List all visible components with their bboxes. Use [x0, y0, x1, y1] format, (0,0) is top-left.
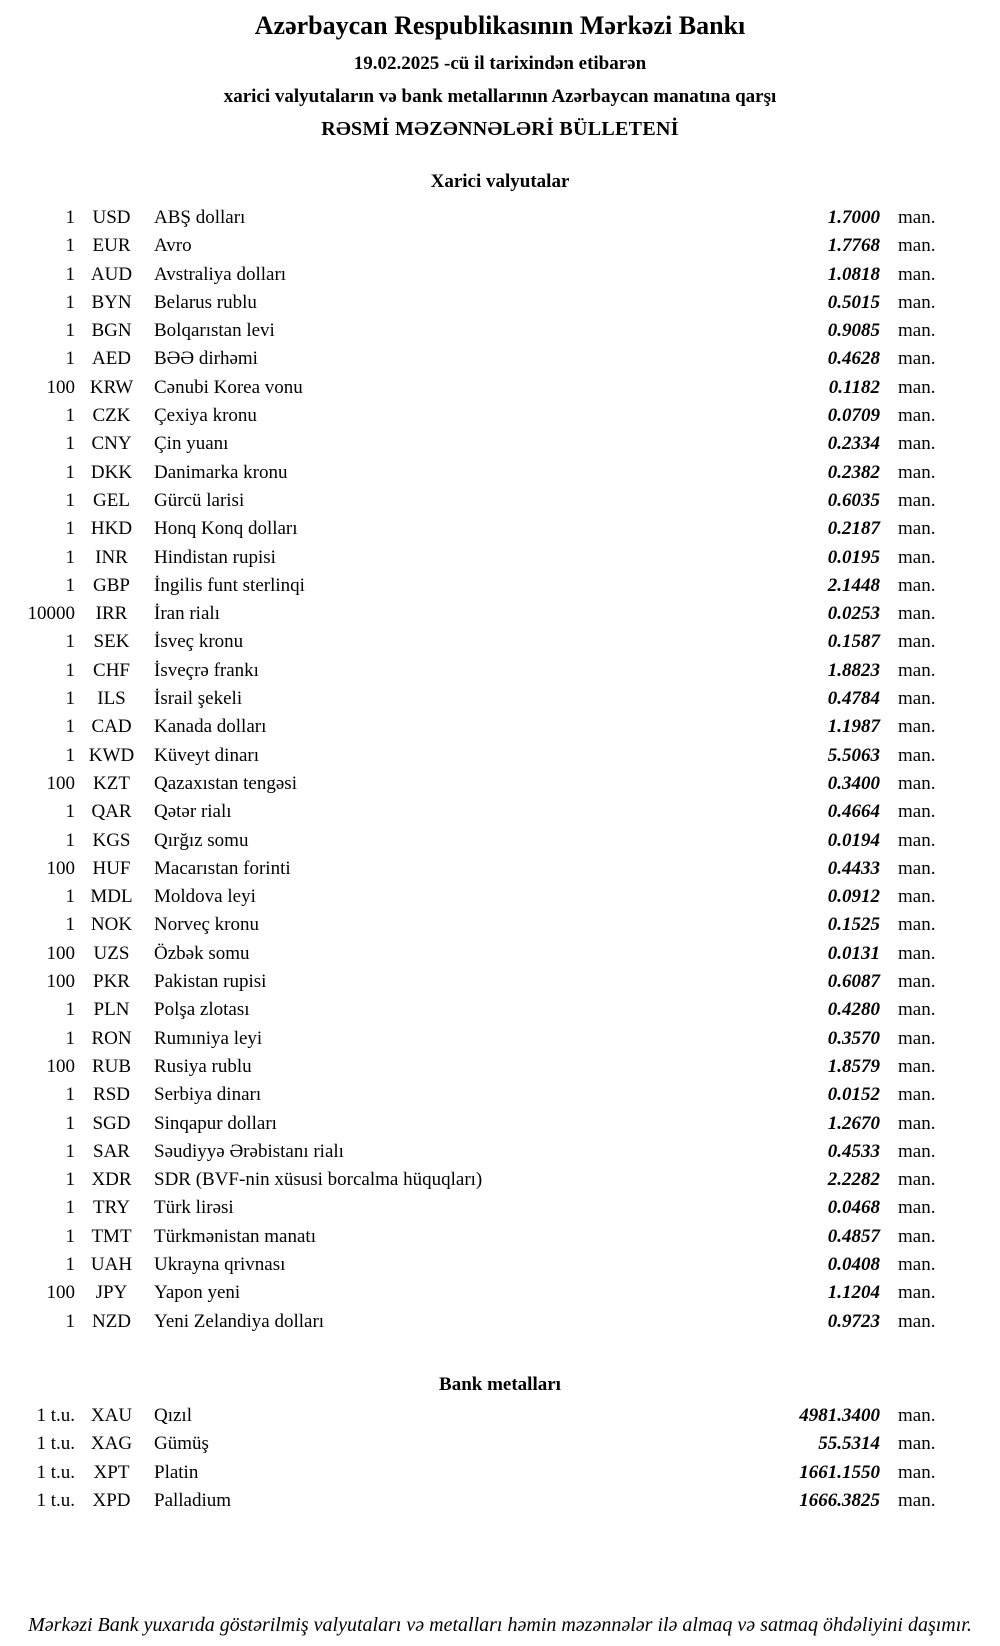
currency-row	[0, 1166, 1000, 1194]
currency-name-cell: Qətər rialı	[154, 801, 232, 823]
quantity-cell: 1	[65, 1197, 75, 1219]
currency-row	[0, 204, 1000, 232]
currency-row	[0, 1279, 1000, 1307]
unit-label-cell: man.	[898, 1282, 936, 1304]
unit-label-cell: man.	[898, 1461, 936, 1483]
unit-label-cell: man.	[898, 603, 936, 625]
metal-rates-table	[0, 1402, 1000, 1516]
quantity-cell: 1	[65, 801, 75, 823]
currency-code-cell: INR	[95, 546, 128, 568]
rate-value-cell: 1666.3825	[799, 1490, 880, 1512]
currency-name-cell: Macarıstan forinti	[154, 857, 291, 879]
rate-value-cell: 0.2187	[827, 518, 880, 540]
currency-name-cell: Səudiyyə Ərəbistanı rialı	[154, 1140, 344, 1162]
currency-name-cell: İsveçrə frankı	[154, 659, 259, 681]
quantity-cell: 100	[46, 857, 75, 879]
rate-value-cell: 0.6035	[827, 489, 880, 511]
rate-value-cell: 1.8823	[827, 659, 880, 681]
quantity-cell: 1	[65, 1310, 75, 1332]
currency-code-cell: HKD	[90, 518, 133, 540]
rate-value-cell: 2.2282	[827, 1169, 880, 1191]
unit-label-cell: man.	[898, 631, 936, 653]
quantity-cell: 1	[65, 546, 75, 568]
quantity-cell: 1	[65, 914, 75, 936]
rate-value-cell: 1.0818	[827, 263, 880, 285]
unit-label-cell: man.	[898, 1084, 936, 1106]
currency-row	[0, 996, 1000, 1024]
currency-row	[0, 430, 1000, 458]
currency-code-cell: USD	[92, 207, 131, 228]
unit-label-cell: man.	[898, 1169, 936, 1191]
currency-row	[0, 742, 1000, 770]
metal-name-cell: Gümüş	[154, 1433, 209, 1455]
metal-code-cell: XPD	[92, 1490, 131, 1512]
currency-code-cell: BYN	[91, 291, 132, 313]
quantity-cell: 100	[46, 942, 75, 964]
quantity-cell: 1	[65, 433, 75, 455]
currency-name-cell: Avstraliya dolları	[154, 263, 287, 285]
currency-row	[0, 317, 1000, 345]
rate-value-cell: 0.0152	[827, 1084, 880, 1106]
currency-code-cell: KGS	[92, 829, 131, 851]
currency-row	[0, 572, 1000, 600]
unit-label-cell: man.	[898, 1197, 936, 1219]
currency-name-cell: Ukrayna qrivnası	[154, 1253, 286, 1275]
currency-name-cell: Danimarka kronu	[154, 461, 288, 483]
currency-code-cell: SGD	[92, 1112, 131, 1134]
currency-code-cell: TRY	[93, 1197, 130, 1219]
currency-name-cell: Cənubi Korea vonu	[154, 376, 303, 398]
unit-label-cell: man.	[898, 1027, 936, 1049]
quantity-cell: 1	[65, 829, 75, 851]
currency-name-cell: Türk lirəsi	[154, 1197, 234, 1219]
currency-code-cell: SAR	[93, 1140, 130, 1162]
currency-code-cell: NZD	[91, 1310, 132, 1332]
quantity-cell: 1	[65, 207, 75, 228]
metal-row	[0, 1487, 1000, 1516]
currency-name-cell: Yeni Zelandiya dolları	[154, 1310, 325, 1332]
currency-name-cell: Honq Konq dolları	[154, 518, 298, 540]
rate-value-cell: 0.5015	[827, 291, 880, 313]
quantity-cell: 1 t.u.	[36, 1461, 75, 1483]
quantity-cell: 1	[65, 716, 75, 738]
rate-value-cell: 0.3570	[827, 1027, 880, 1049]
currency-name-cell: Türkmənistan manatı	[154, 1225, 316, 1247]
rate-value-cell: 0.4664	[827, 801, 880, 823]
quantity-cell: 1	[65, 1084, 75, 1106]
unit-label-cell: man.	[898, 772, 936, 794]
unit-label-cell: man.	[898, 489, 936, 511]
rate-value-cell: 5.5063	[827, 744, 880, 766]
rate-value-cell: 1.2670	[827, 1112, 880, 1134]
rate-value-cell: 2.1448	[827, 574, 880, 596]
quantity-cell: 1	[65, 1253, 75, 1275]
unit-label-cell: man.	[898, 716, 936, 738]
currency-name-cell: Avro	[154, 235, 192, 257]
quantity-cell: 100	[46, 971, 75, 993]
bulletin-title: RƏSMİ MƏZƏNNƏLƏRİ BÜLLETENİ	[321, 118, 679, 140]
currency-code-cell: BGN	[91, 320, 132, 342]
currency-row	[0, 600, 1000, 628]
metal-row	[0, 1459, 1000, 1488]
currency-code-cell: UZS	[93, 942, 130, 964]
unit-label-cell: man.	[898, 546, 936, 568]
currency-row	[0, 1194, 1000, 1222]
unit-label-cell: man.	[898, 461, 936, 483]
quantity-cell: 100	[46, 1055, 75, 1077]
currency-row	[0, 345, 1000, 373]
currency-name-cell: Çexiya kronu	[154, 405, 257, 427]
currency-row	[0, 685, 1000, 713]
quantity-cell: 1	[65, 348, 75, 370]
metal-code-cell: XPT	[93, 1461, 130, 1483]
quantity-cell: 1	[65, 1027, 75, 1049]
rate-value-cell: 0.6087	[827, 971, 880, 993]
currency-row	[0, 855, 1000, 883]
currency-row	[0, 1308, 1000, 1336]
rate-value-cell: 0.4857	[827, 1225, 880, 1247]
section-title-bank-metals: Bank metalları	[439, 1373, 561, 1395]
quantity-cell: 1	[65, 1112, 75, 1134]
currency-code-cell: GEL	[93, 489, 130, 511]
currency-code-cell: UAH	[90, 1253, 133, 1275]
unit-label-cell: man.	[898, 971, 936, 993]
currency-row	[0, 713, 1000, 741]
rate-value-cell: 0.2382	[827, 461, 880, 483]
rate-value-cell: 1.1987	[827, 716, 880, 738]
currency-name-cell: Özbək somu	[154, 942, 250, 964]
currency-code-cell: CNY	[91, 433, 132, 455]
unit-label-cell: man.	[898, 1055, 936, 1077]
unit-label-cell: man.	[898, 857, 936, 879]
rate-value-cell: 0.0709	[827, 405, 880, 427]
unit-label-cell: man.	[898, 688, 936, 710]
subject-line: xarici valyutaların və bank metallarının Azərbaycan manatına qarşı	[223, 86, 777, 107]
unit-label-cell: man.	[898, 376, 936, 398]
quantity-cell: 100	[46, 376, 75, 398]
metal-name-cell: Palladium	[154, 1490, 232, 1512]
currency-code-cell: AED	[91, 348, 132, 370]
currency-code-cell: RUB	[91, 1055, 132, 1077]
rate-value-cell: 0.0468	[827, 1197, 880, 1219]
rate-value-cell: 1.7000	[827, 207, 880, 228]
rate-value-cell: 1661.1550	[799, 1461, 880, 1483]
currency-code-cell: CAD	[91, 716, 132, 738]
rate-value-cell: 1.1204	[827, 1282, 880, 1304]
currency-code-cell: KRW	[89, 376, 134, 398]
currency-row	[0, 1053, 1000, 1081]
unit-label-cell: man.	[898, 886, 936, 908]
currency-name-cell: Moldova leyi	[154, 886, 256, 908]
currency-row	[0, 487, 1000, 515]
currency-code-cell: EUR	[92, 235, 131, 257]
unit-label-cell: man.	[898, 744, 936, 766]
currency-code-cell: GBP	[93, 574, 130, 596]
unit-label-cell: man.	[898, 1140, 936, 1162]
currency-name-cell: Belarus rublu	[154, 291, 257, 313]
rate-value-cell: 0.4533	[827, 1140, 880, 1162]
rate-value-cell: 0.1525	[827, 914, 880, 936]
rate-value-cell: 0.0912	[827, 886, 880, 908]
quantity-cell: 1	[65, 631, 75, 653]
unit-label-cell: man.	[898, 433, 936, 455]
currency-row	[0, 1081, 1000, 1109]
currency-name-cell: Yapon yeni	[154, 1282, 241, 1304]
currency-name-cell: İsveç kronu	[154, 631, 244, 653]
currency-row	[0, 374, 1000, 402]
unit-label-cell: man.	[898, 1225, 936, 1247]
currency-row	[0, 968, 1000, 996]
currency-code-cell: ILS	[97, 688, 126, 710]
currency-code-cell: KZT	[93, 772, 130, 794]
quantity-cell: 1	[65, 1140, 75, 1162]
currency-row	[0, 459, 1000, 487]
currency-name-cell: Çin yuanı	[154, 433, 229, 455]
quantity-cell: 1 t.u.	[36, 1404, 75, 1426]
currency-code-cell: RON	[91, 1027, 132, 1049]
currency-code-cell: AUD	[90, 263, 133, 285]
currency-code-cell: PKR	[93, 971, 130, 993]
unit-label-cell: man.	[898, 574, 936, 596]
currency-code-cell: QAR	[91, 801, 132, 823]
rate-value-cell: 0.0131	[827, 942, 880, 964]
quantity-cell: 1	[65, 461, 75, 483]
currency-code-cell: SEK	[93, 631, 130, 653]
rate-value-cell: 1.7768	[827, 235, 880, 257]
metal-code-cell: XAG	[90, 1433, 133, 1455]
unit-label-cell: man.	[898, 235, 936, 257]
currency-code-cell: PLN	[93, 999, 130, 1021]
currency-name-cell: Küveyt dinarı	[154, 744, 260, 766]
currency-name-cell: Hindistan rupisi	[154, 546, 276, 568]
unit-label-cell: man.	[898, 942, 936, 964]
quantity-cell: 1	[65, 744, 75, 766]
unit-label-cell: man.	[898, 801, 936, 823]
section-title-foreign-currencies: Xarici valyutalar	[430, 171, 570, 192]
currency-row	[0, 289, 1000, 317]
quantity-cell: 1	[65, 1169, 75, 1191]
currency-name-cell: Qazaxıstan tengəsi	[154, 772, 297, 794]
currency-code-cell: XDR	[91, 1169, 132, 1191]
quantity-cell: 1 t.u.	[36, 1490, 75, 1512]
currency-name-cell: Kanada dolları	[154, 716, 267, 738]
currency-code-cell: KWD	[88, 744, 135, 766]
unit-label-cell: man.	[898, 1112, 936, 1134]
unit-label-cell: man.	[898, 1310, 936, 1332]
currency-name-cell: BƏƏ dirhəmi	[154, 348, 258, 370]
unit-label-cell: man.	[898, 320, 936, 342]
quantity-cell: 1	[65, 999, 75, 1021]
currency-code-cell: CZK	[92, 405, 131, 427]
quantity-cell: 1	[65, 263, 75, 285]
rate-value-cell: 0.0408	[827, 1253, 880, 1275]
rate-value-cell: 0.4784	[827, 688, 880, 710]
quantity-cell: 100	[46, 772, 75, 794]
quantity-cell: 1	[65, 518, 75, 540]
currency-row	[0, 544, 1000, 572]
currency-row	[0, 402, 1000, 430]
rate-value-cell: 0.0253	[827, 603, 880, 625]
rate-value-cell: 0.4628	[827, 348, 880, 370]
quantity-cell: 1	[65, 235, 75, 257]
rate-value-cell: 0.9085	[827, 320, 880, 342]
quantity-cell: 1	[65, 291, 75, 313]
unit-label-cell: man.	[898, 1404, 936, 1426]
currency-row	[0, 827, 1000, 855]
effective-date-line: 19.02.2025 -cü il tarixindən etibarən	[353, 53, 647, 74]
currency-code-cell: RSD	[93, 1084, 130, 1106]
metal-name-cell: Qızıl	[154, 1404, 192, 1426]
currency-name-cell: Pakistan rupisi	[154, 971, 267, 993]
obligation-note: Mərkəzi Bank yuxarıda göstərilmiş valyutaları və metalları həmin məzənnələr ilə almaq və satmaq öhdəliyini daşımır.	[28, 1613, 972, 1636]
currency-name-cell: İngilis funt sterlinqi	[154, 574, 305, 596]
currency-name-cell: Gürcü larisi	[154, 489, 245, 511]
currency-code-cell: CHF	[93, 659, 130, 681]
unit-label-cell: man.	[898, 207, 936, 228]
currency-row	[0, 1138, 1000, 1166]
currency-code-cell: NOK	[90, 914, 133, 936]
currency-row	[0, 657, 1000, 685]
currency-code-cell: IRR	[95, 603, 128, 625]
currency-row	[0, 515, 1000, 543]
unit-label-cell: man.	[898, 1490, 936, 1512]
rate-value-cell: 0.4280	[827, 999, 880, 1021]
currency-name-cell: Rumıniya leyi	[154, 1027, 263, 1049]
quantity-cell: 1	[65, 688, 75, 710]
quantity-cell: 1	[65, 320, 75, 342]
currency-row	[0, 911, 1000, 939]
currency-code-cell: HUF	[92, 857, 131, 879]
currency-name-cell: İsrail şekeli	[154, 688, 243, 710]
currency-code-cell: DKK	[90, 461, 133, 483]
currency-row	[0, 1110, 1000, 1138]
currency-row	[0, 1251, 1000, 1279]
unit-label-cell: man.	[898, 829, 936, 851]
rate-value-cell: 0.1587	[827, 631, 880, 653]
rate-value-cell: 0.0195	[827, 546, 880, 568]
quantity-cell: 1	[65, 405, 75, 427]
rate-value-cell: 0.9723	[827, 1310, 880, 1332]
currency-name-cell: SDR (BVF-nin xüsusi borcalma hüquqları)	[154, 1169, 483, 1191]
quantity-cell: 1	[65, 886, 75, 908]
currency-name-cell: Bolqarıstan levi	[154, 320, 275, 342]
quantity-cell: 1	[65, 489, 75, 511]
currency-rates-table	[0, 204, 1000, 1336]
rate-value-cell: 4981.3400	[799, 1404, 880, 1426]
unit-label-cell: man.	[898, 1433, 936, 1455]
currency-name-cell: Qırğız somu	[154, 829, 249, 851]
rate-value-cell: 0.0194	[827, 829, 880, 851]
rate-value-cell: 0.2334	[827, 433, 880, 455]
currency-row	[0, 770, 1000, 798]
metal-row	[0, 1430, 1000, 1459]
quantity-cell: 1	[65, 1225, 75, 1247]
unit-label-cell: man.	[898, 1253, 936, 1275]
quantity-cell: 1 t.u.	[36, 1433, 75, 1455]
currency-code-cell: MDL	[90, 886, 133, 908]
currency-name-cell: Rusiya rublu	[154, 1055, 252, 1077]
rate-value-cell: 0.4433	[827, 857, 880, 879]
currency-row	[0, 1025, 1000, 1053]
metal-name-cell: Platin	[154, 1461, 199, 1483]
unit-label-cell: man.	[898, 999, 936, 1021]
currency-name-cell: Sinqapur dolları	[154, 1112, 277, 1134]
quantity-cell: 10000	[27, 603, 75, 625]
currency-name-cell: İran rialı	[154, 603, 220, 625]
rate-value-cell: 0.1182	[828, 376, 880, 398]
rate-value-cell: 0.3400	[827, 772, 880, 794]
currency-row	[0, 940, 1000, 968]
unit-label-cell: man.	[898, 291, 936, 313]
quantity-cell: 100	[46, 1282, 75, 1304]
metal-row	[0, 1402, 1000, 1431]
currency-name-cell: Polşa zlotası	[154, 999, 250, 1021]
currency-row	[0, 628, 1000, 656]
unit-label-cell: man.	[898, 914, 936, 936]
currency-name-cell: Norveç kronu	[154, 914, 259, 936]
unit-label-cell: man.	[898, 659, 936, 681]
unit-label-cell: man.	[898, 263, 936, 285]
rate-value-cell: 55.5314	[818, 1433, 880, 1455]
currency-row	[0, 1223, 1000, 1251]
quantity-cell: 1	[65, 574, 75, 596]
currency-name-cell: ABŞ dolları	[154, 207, 246, 228]
currency-code-cell: JPY	[95, 1282, 128, 1304]
currency-row	[0, 232, 1000, 260]
rate-value-cell: 1.8579	[827, 1055, 880, 1077]
page-title: Azərbaycan Respublikasının Mərkəzi Bankı	[254, 11, 746, 40]
currency-row	[0, 261, 1000, 289]
currency-code-cell: TMT	[91, 1225, 132, 1247]
unit-label-cell: man.	[898, 518, 936, 540]
unit-label-cell: man.	[898, 348, 936, 370]
metal-code-cell: XAU	[90, 1404, 133, 1426]
currency-name-cell: Serbiya dinarı	[154, 1084, 262, 1106]
quantity-cell: 1	[65, 659, 75, 681]
unit-label-cell: man.	[898, 405, 936, 427]
currency-row	[0, 883, 1000, 911]
currency-row	[0, 798, 1000, 826]
